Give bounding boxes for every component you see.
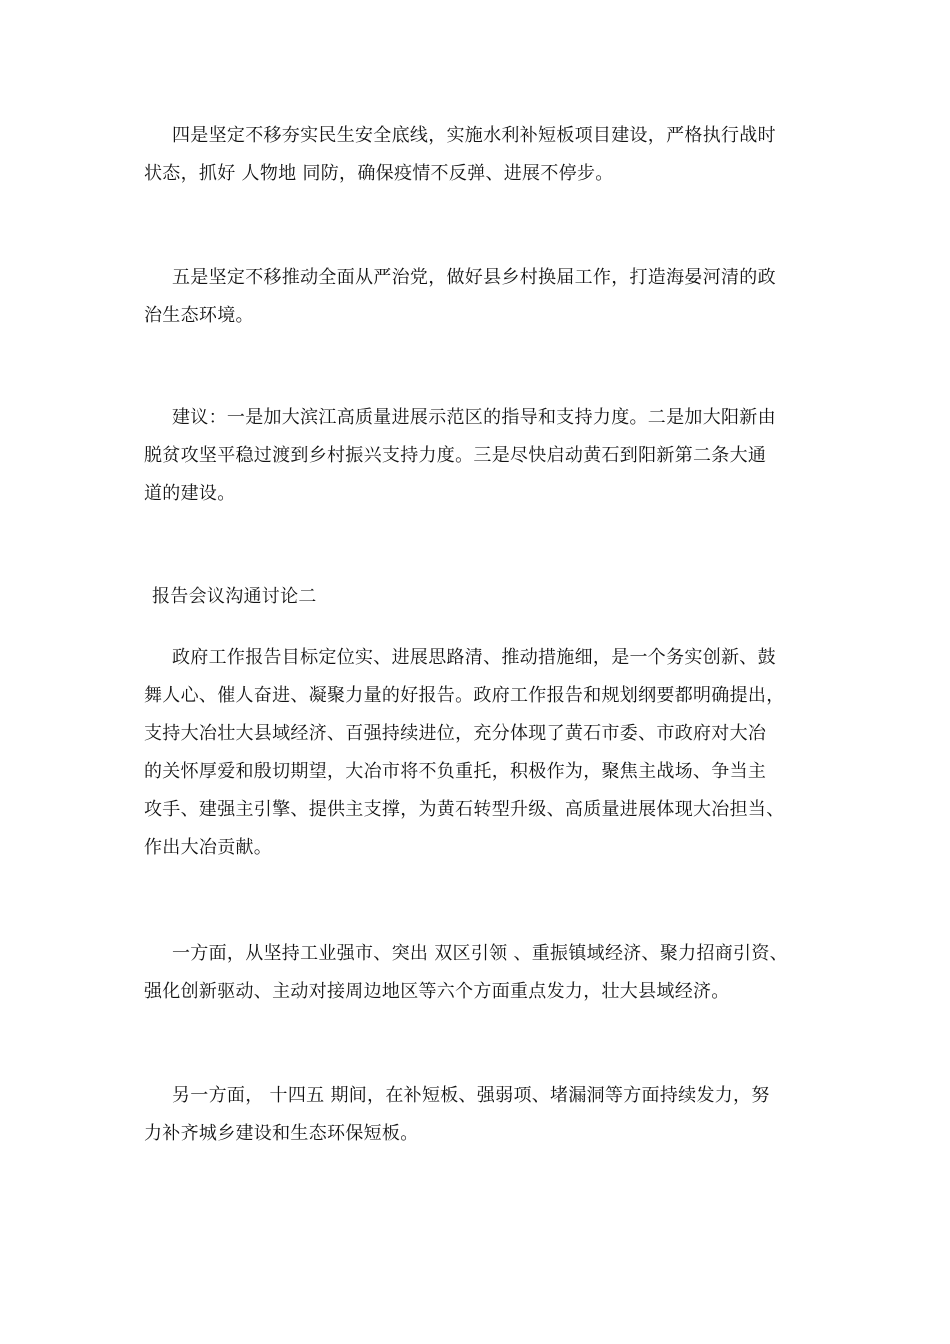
other-aspect-line-1: 另一方面， 十四五 期间，在补短板、强弱项、堵漏洞等方面持续发力，努 [172,1085,770,1106]
suggestion-line-2: 脱贫攻坚平稳过渡到乡村振兴支持力度。三是尽快启动黄石到阳新第二条大通 [144,445,767,466]
one-aspect-line-2: 强化创新驱动、主动对接周边地区等六个方面重点发力，壮大县域经济。 [144,981,730,1002]
report-paragraph-line-6: 作出大冶贡献。 [144,837,273,858]
paragraph-four-line-1: 四是坚定不移夯实民生安全底线，实施水利补短板项目建设，严格执行战时 [172,125,776,146]
paragraph-five-line-2: 治生态环境。 [144,305,254,326]
report-paragraph-line-3: 支持大冶壮大县域经济、百强持续进位，充分体现了黄石市委、市政府对大冶 [144,723,767,744]
report-paragraph-line-5: 攻手、建强主引擎、提供主支撑，为黄石转型升级、高质量进展体现大冶担当、 [144,799,785,820]
section-heading: 报告会议沟通讨论二 [152,586,317,607]
report-paragraph-line-4: 的关怀厚爱和殷切期望，大冶市将不负重托，积极作为，聚焦主战场、争当主 [144,761,767,782]
one-aspect-line-1: 一方面，从坚持工业强市、突出 双区引领 、重振镇域经济、聚力招商引资、 [172,943,788,964]
other-aspect-line-2: 力补齐城乡建设和生态环保短板。 [144,1123,419,1144]
report-paragraph-line-2: 舞人心、催人奋进、凝聚力量的好报告。政府工作报告和规划纲要都明确提出， [144,685,785,706]
suggestion-line-3: 道的建设。 [144,483,236,504]
suggestion-line-1: 建议：一是加大滨江高质量进展示范区的指导和支持力度。二是加大阳新由 [172,407,776,428]
paragraph-four-line-2: 状态，抓好 人物地 同防，确保疫情不反弹、进展不停步。 [144,163,614,184]
paragraph-five-line-1: 五是坚定不移推动全面从严治党，做好县乡村换届工作，打造海晏河清的政 [172,267,776,288]
report-paragraph-line-1: 政府工作报告目标定位实、进展思路清、推动措施细，是一个务实创新、鼓 [172,647,776,668]
